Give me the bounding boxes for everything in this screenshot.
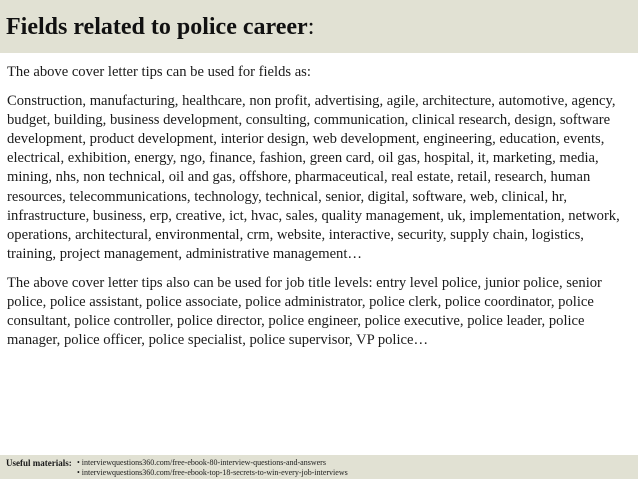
footer-link-80-questions[interactable]: • interviewquestions360.com/free-ebook-80-interview-questions-and-answers bbox=[77, 458, 326, 467]
title-bar bbox=[0, 0, 638, 53]
job-levels-text: The above cover letter tips also can be used for job title levels: entry level police, junior police, senior police, police assistant, police associate, police administrator, police clerk, police coordinator, police consultant, police controller, police director, police engineer, police executive, police leader, police manager, police officer, police specialist, police supervisor, VP police… bbox=[7, 274, 602, 349]
intro-text: The above cover letter tips can be used for fields as: bbox=[7, 64, 311, 80]
footer-links bbox=[77, 458, 348, 478]
fields-list: Construction, manufacturing, healthcare, non profit, advertising, agile, architecture, automotive, agency, budget, building, business development, consulting, communication, clinical research, design, software development, product development, interior design, web development, engineering, education, events, electrical, exhibition, energy, ngo, finance, fashion, green card, oil gas, hospital, it, marketing, media, mining, nhs, non technical, oil and gas, offshore, pharmaceutical, real estate, retail, research, human resources, telecommunications, technology, technical, senior, digital, software, web, clinical, hr, infrastructure, business, erp, creative, ict, hvac, sales, quality management, uk, implementation, network, operations, architectural, environmental, crm, website, interactive, security, supply chain, logistics, training, project management, administrative management… bbox=[7, 93, 620, 262]
footer-label: Useful materials: bbox=[6, 458, 72, 468]
slide-title-text: Fields related to police career bbox=[6, 14, 308, 40]
footer-link-18-secrets[interactable]: • interviewquestions360.com/free-ebook-top-18-secrets-to-win-every-job-interviews bbox=[77, 468, 348, 477]
footer-bar bbox=[0, 455, 638, 479]
slide-content bbox=[7, 63, 635, 350]
slide-title bbox=[6, 13, 314, 41]
slide-title-colon: : bbox=[307, 14, 315, 40]
